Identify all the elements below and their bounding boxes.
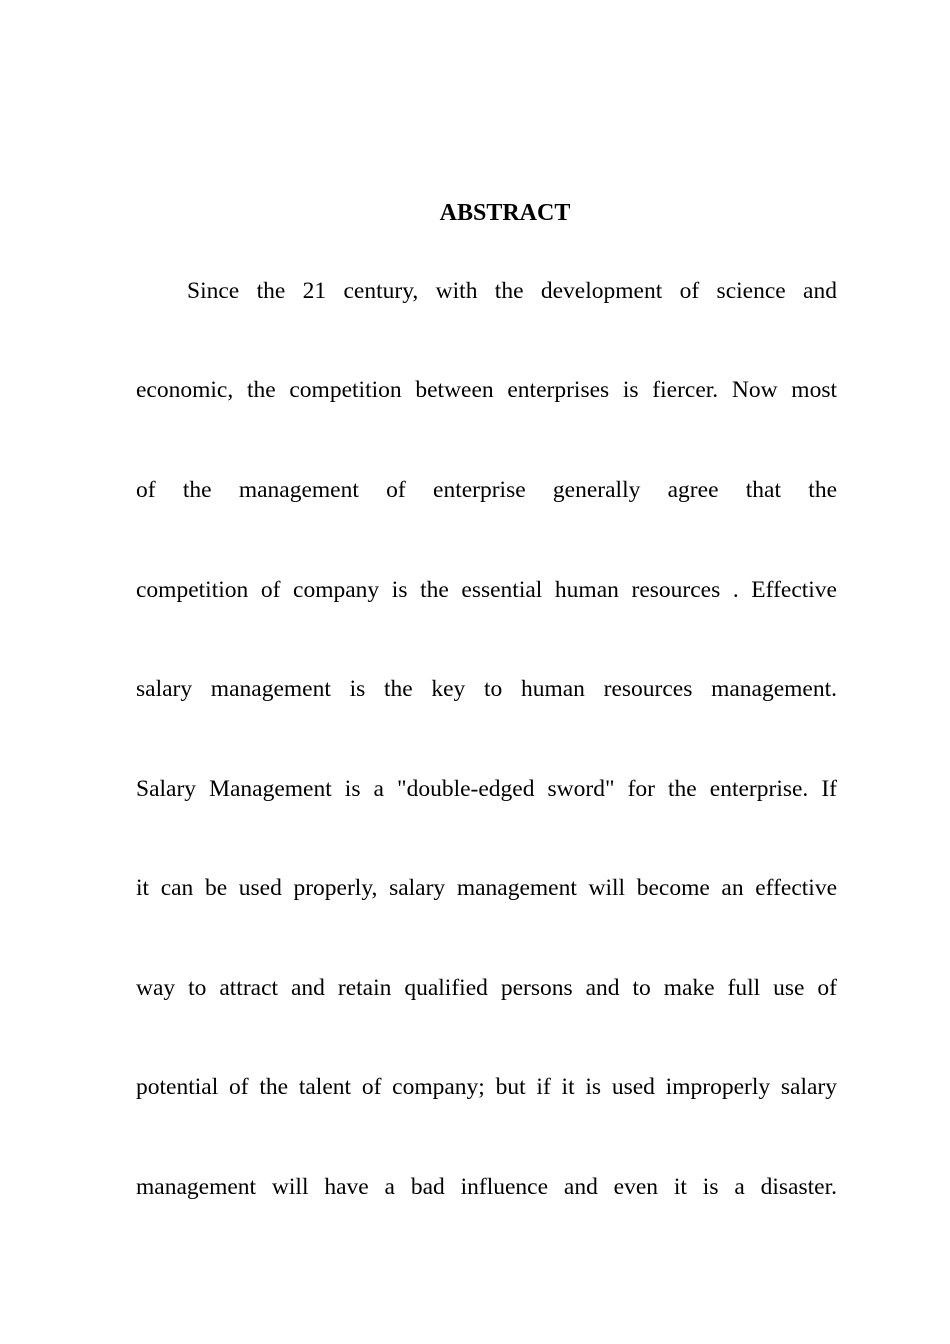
body-line: of the management of enterprise generally agree that the (136, 477, 837, 503)
abstract-heading: ABSTRACT (439, 200, 571, 226)
body-line: management will have a bad influence and even it is a disaster. (136, 1174, 837, 1200)
body-line: it can be used properly, salary management will become an effective (136, 875, 837, 901)
body-line: economic, the competition between enterprises is fiercer. Now most (136, 377, 837, 403)
body-line: Since the 21 century, with the development of science and (187, 278, 837, 304)
body-line: competition of company is the essential human resources . Effective (136, 577, 837, 603)
body-line: way to attract and retain qualified persons and to make full use of (136, 975, 837, 1001)
body-line: potential of the talent of company; but if it is used improperly salary (136, 1074, 837, 1100)
body-line: salary management is the key to human resources management. (136, 676, 837, 702)
body-line: Salary Management is a "double-edged sword" for the enterprise. If (136, 776, 837, 802)
